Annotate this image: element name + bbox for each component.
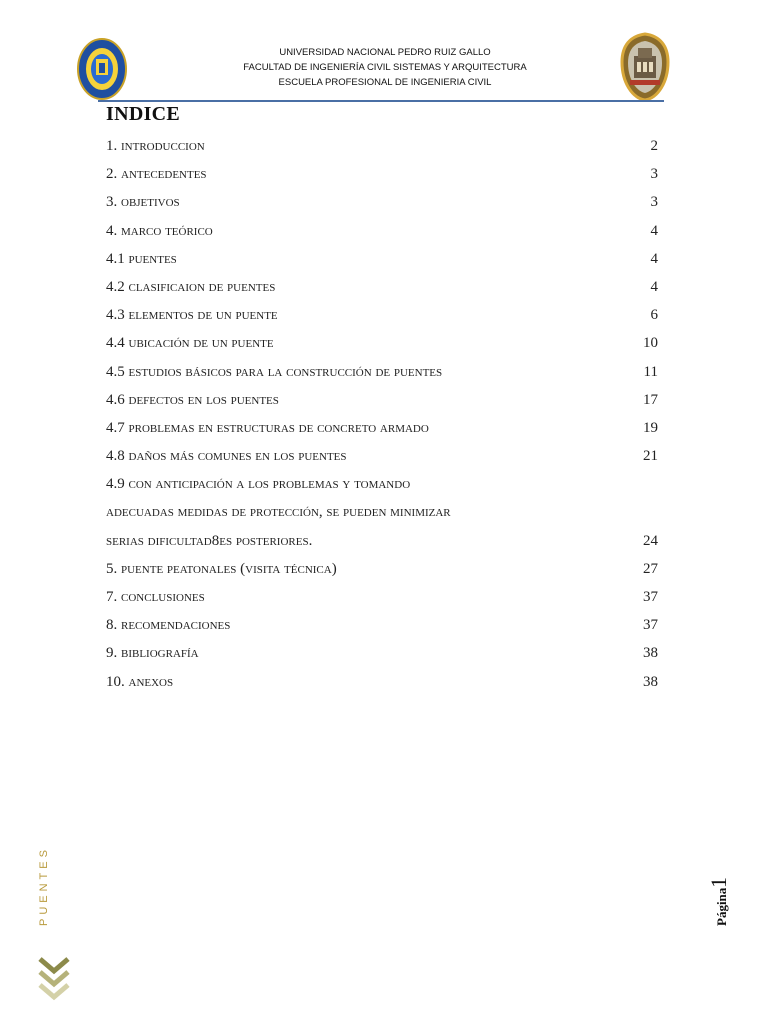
toc-entry[interactable]: [106, 668, 658, 696]
page-number: [700, 870, 730, 930]
toc-entry-label: 1. introduccion: [106, 138, 205, 154]
toc-entry[interactable]: [106, 414, 658, 442]
toc-entry-page: 3: [650, 166, 658, 183]
toc-entry[interactable]: [106, 188, 658, 216]
page-number-value: 1: [706, 877, 731, 888]
toc-entry-page: 21: [643, 448, 658, 465]
toc-entry-label: 4.5 estudios básicos para la construcción de puentes: [106, 363, 443, 380]
toc-entry[interactable]: [106, 273, 658, 301]
toc-entry[interactable]: [106, 301, 658, 329]
toc-entry-label: 4.8 daños más comunes en los puentes: [106, 448, 347, 465]
toc-entry[interactable]: [106, 386, 658, 414]
toc-entry-label: 5. puente peatonales (visita técnica): [106, 560, 337, 577]
toc-entry[interactable]: [106, 329, 658, 357]
toc-entry-label: 4.7 problemas en estructuras de concreto armado: [106, 419, 429, 436]
header-institution: [140, 45, 630, 90]
toc-entry-label: 3. objetivos: [106, 194, 180, 211]
toc-entry[interactable]: [106, 245, 658, 273]
toc-entry-page: 2: [650, 138, 658, 154]
toc-entry-page: 37: [643, 617, 658, 634]
toc-entry-label: 4.2 clasificaion de puentes: [106, 278, 276, 295]
toc-entry-label: 4.6 defectos en los puentes: [106, 391, 279, 408]
toc-entry-label: 4.3 elementos de un puente: [106, 307, 278, 324]
toc-entry[interactable]: [106, 358, 658, 386]
side-section-text: PUENTES: [38, 846, 50, 926]
toc-entry-page: 27: [643, 560, 658, 577]
toc-entry-page: 38: [643, 673, 658, 690]
chevron-down-icon: [38, 955, 70, 1003]
toc-entry[interactable]: [106, 132, 658, 160]
toc-entry-label: 10. anexos: [106, 673, 174, 690]
toc-entry[interactable]: [106, 555, 658, 583]
toc-entry-page: 4: [650, 250, 658, 267]
toc-entry[interactable]: [106, 498, 658, 526]
toc-entry-page: 37: [643, 589, 658, 605]
toc-entry[interactable]: [106, 160, 658, 188]
toc-entry-page: 4: [650, 278, 658, 295]
toc-entry-page: 38: [643, 645, 658, 662]
toc-entry-page: 11: [643, 363, 658, 380]
header-university: UNIVERSIDAD NACIONAL PEDRO RUIZ GALLO: [279, 47, 491, 58]
toc-entry-page: 6: [650, 307, 658, 324]
university-logo-left: [76, 37, 128, 101]
toc-entry[interactable]: [106, 217, 658, 245]
toc-entry-page: 19: [643, 419, 658, 436]
side-section-label: [36, 846, 56, 930]
toc-entry-label: 2. antecedentes: [106, 166, 207, 183]
toc-entry-label: 4. marco teórico: [106, 222, 213, 239]
toc-entry-label: adecuadas medidas de protección, se pueden minimizar: [106, 504, 451, 521]
page-title: INDICE: [106, 103, 181, 125]
toc-entry[interactable]: [106, 442, 658, 470]
table-of-contents: [106, 132, 658, 696]
toc-entry[interactable]: [106, 583, 658, 611]
toc-entry-page: 4: [650, 222, 658, 239]
toc-entry-label: 4.9 con anticipación a los problemas y tomando: [106, 476, 411, 493]
toc-entry-label: 9. bibliografía: [106, 645, 199, 662]
header-faculty: FACULTAD DE INGENIERÍA CIVIL SISTEMAS Y ARQUITECTURA: [243, 62, 527, 73]
toc-entry-page: 24: [643, 532, 658, 549]
toc-entry-label: 4.4 ubicación de un puente: [106, 335, 274, 352]
toc-entry-label: serias dificultad8es posteriores.: [106, 532, 313, 549]
toc-entry[interactable]: [106, 470, 658, 498]
toc-entry-page: 3: [650, 194, 658, 211]
header-rule: [98, 100, 664, 102]
toc-entry-page: 10: [643, 335, 658, 352]
toc-entry[interactable]: [106, 527, 658, 555]
toc-entry[interactable]: [106, 611, 658, 639]
toc-entry-page: 17: [643, 391, 658, 408]
page-number-word: Página: [714, 887, 729, 926]
header-school: ESCUELA PROFESIONAL DE INGENIERIA CIVIL: [278, 77, 492, 88]
toc-entry-label: 7. conclusiones: [106, 589, 205, 605]
toc-entry-label: 4.1 puentes: [106, 250, 177, 267]
toc-entry[interactable]: [106, 639, 658, 667]
toc-entry-label: 8. recomendaciones: [106, 617, 231, 634]
